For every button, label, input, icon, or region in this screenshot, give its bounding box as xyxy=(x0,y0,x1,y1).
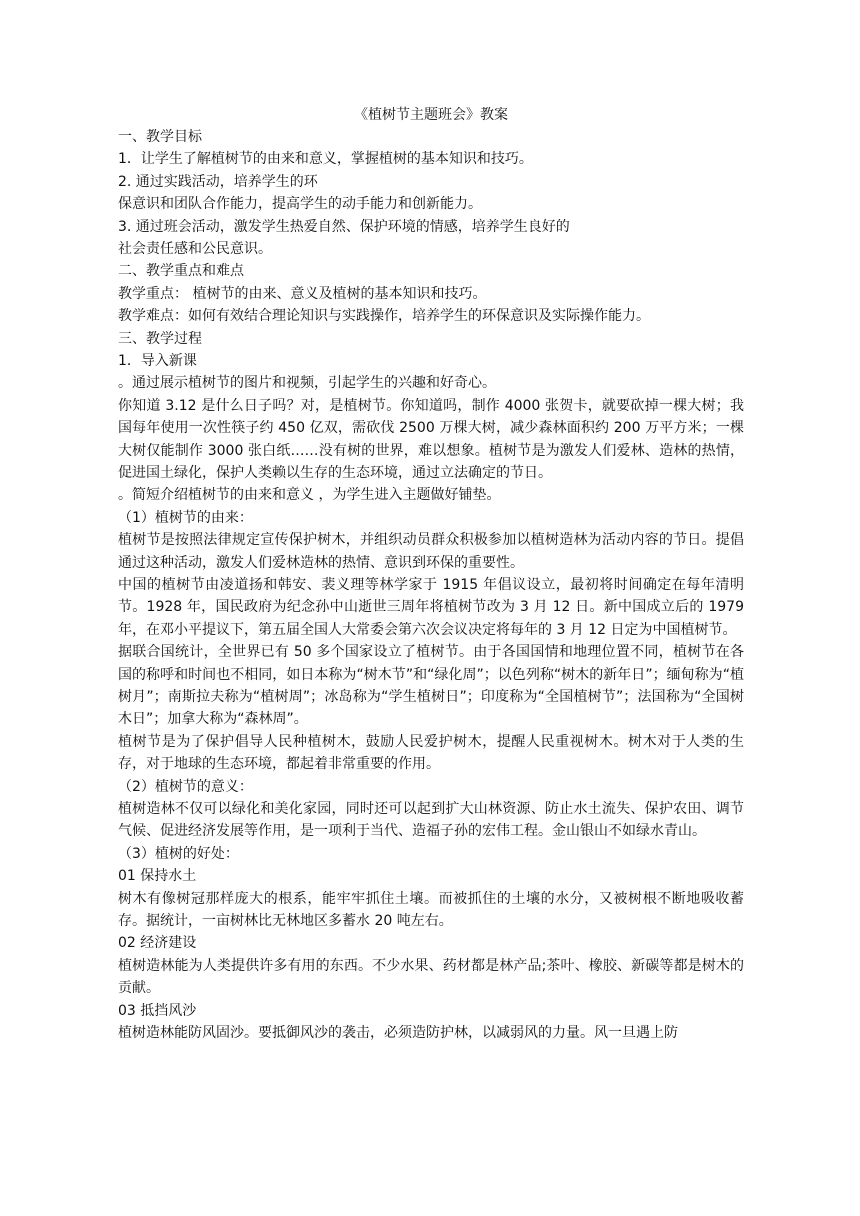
body-line: 03 抵挡风沙 xyxy=(118,1002,197,1019)
body-line: 02 经济建设 xyxy=(118,935,197,952)
body-line: 二、教学重点和难点 xyxy=(118,263,244,280)
body-line: 1．导入新课 xyxy=(118,352,197,369)
body-line: 一、教学目标 xyxy=(118,129,202,145)
body-line: （1）植树节的由来： xyxy=(118,509,253,526)
body-paragraph: 植树造林不仅可以绿化和美化家园，同时还可以起到扩大山林资源、防止水土流失、保护农田、调节气候、促进经济发展等作用，是一项利于当代、造福子孙的宏伟工程。金山银山不如绿水青山。 xyxy=(118,800,744,840)
body-line: 保意识和团队合作能力，提高学生的动手能力和创新能力。 xyxy=(118,196,482,213)
body-paragraph: 据联合国统计，全世界已有 50 多个国家设立了植树节。由于各国国情和地理位置不同，植树节在各国的称呼和时间也不相同，如日本称为“树木节”和“绿化周”；以色列称“树木的新年日”；缅甸称为“植树月”；南斯拉夫称为“植树周”；冰岛称为“学生植树日”；印度称为“全国植树节”；法国称为“全国树木日”；加拿大称为“森林周”。 xyxy=(118,644,744,728)
body-line: 植树造林能防风固沙。要抵御风沙的袭击，必须造防护林，以减弱风的力量。风一旦遇上防 xyxy=(118,1024,678,1041)
body-line: 。通过展示植树节的图片和视频，引起学生的兴趣和好奇心。 xyxy=(118,375,496,392)
body-line: 。简短介绍植树节的由来和意义 ，为学生进入主题做好铺垫。 xyxy=(118,487,501,504)
body-paragraph: 植树造林能为人类提供许多有用的东西。不少水果、药材都是林产品;茶叶、橡胶、新碳等都是树木的贡献。 xyxy=(118,957,744,997)
body-line: 教学重点： 植树节的由来、意义及植树的基本知识和技巧。 xyxy=(118,285,487,302)
document-title: 《植树节主题班会》教案 xyxy=(354,107,508,123)
body-paragraph: 中国的植树节由凌道扬和韩安、裴义理等林学家于 1915 年倡议设立，最初将时间确定在每年清明节。1928 年，国民政府为纪念孙中山逝世三周年将植树节改为 3 月 12 日。新中国成立后的 1979 年，在邓小平提议下，第五届全国人大常委会第六次会议决定将每年的 3 月 12 日定为中国植树节。 xyxy=(118,576,744,638)
body-line: （2）植树节的意义： xyxy=(118,778,253,795)
body-line: 01 保持水土 xyxy=(118,868,197,885)
body-line: 3. 通过班会活动，激发学生热爱自然、保护环境的情感，培养学生良好的 xyxy=(118,218,570,235)
body-line: （3）植树的好处： xyxy=(118,845,239,862)
body-line: 教学难点：如何有效结合理论知识与实践操作，培养学生的环保意识及实际操作能力。 xyxy=(118,308,650,325)
body-line: 2. 通过实践活动，培养学生的环 xyxy=(118,173,318,190)
document-body xyxy=(118,126,744,1044)
body-paragraph: 你知道 3.12 是什么日子吗？对，是植树节。你知道吗，制作 4000 张贺卡，就要砍掉一棵大树；我国每年使用一次性筷子约 450 亿双，需砍伐 2500 万棵大树，减少森林面积约 200 万平方米；一棵大树仅能制作 3000 张白纸……没有树的世界，难以想象。植树节是为激发人们爱林、造林的热情，促进国土绿化，保护人类赖以生存的生态环境，通过立法确定的节日。 xyxy=(118,397,744,481)
body-paragraph: 植树节是为了保护倡导人民种植树木，鼓励人民爱护树木，提醒人民重视树木。树木对于人类的生存，对于地球的生态环境，都起着非常重要的作用。 xyxy=(118,733,744,773)
body-line: 社会责任感和公民意识。 xyxy=(118,240,272,257)
body-paragraph: 树木有像树冠那样庞大的根系，能牢牢抓住土壤。而被抓住的土壤的水分，又被树根不断地吸收蓄存。据统计，一亩树林比无林地区多蓄水 20 吨左右。 xyxy=(118,890,744,929)
body-line: 1．让学生了解植树节的由来和意义，掌握植树的基本知识和技巧。 xyxy=(118,151,533,168)
body-line: 三、教学过程 xyxy=(118,330,202,347)
document-page xyxy=(118,104,744,1044)
body-paragraph: 植树节是按照法律规定宣传保护树木，并组织动员群众积极参加以植树造林为活动内容的节日。提倡通过这种活动，激发人们爱林造林的热情、意识到环保的重要性。 xyxy=(118,532,744,571)
